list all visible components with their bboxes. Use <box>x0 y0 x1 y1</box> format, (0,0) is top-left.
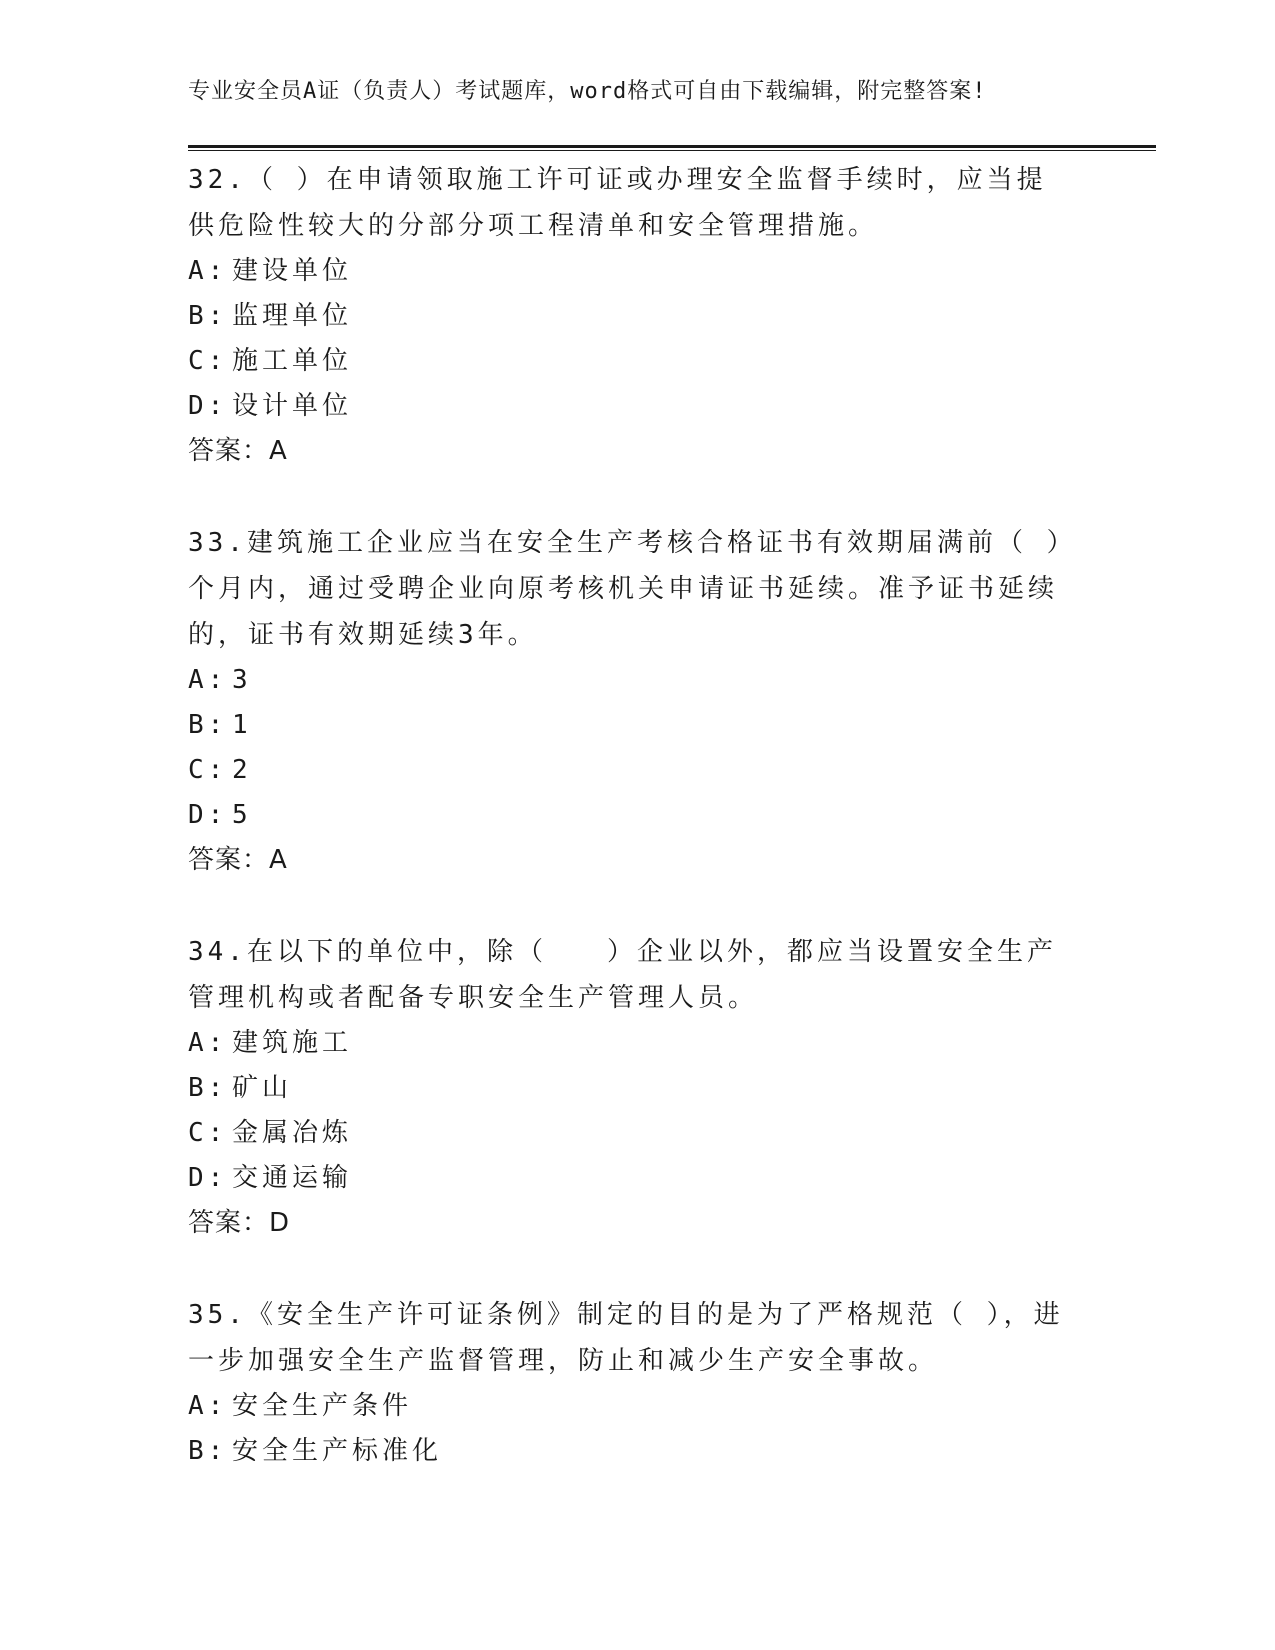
page-header: 专业安全员A证（负责人）考试题库，word格式可自由下载编辑，附完整答案! <box>188 79 987 104</box>
option-letter: D: <box>188 1163 228 1193</box>
option-text: 3 <box>232 665 252 695</box>
option-letter: A: <box>188 1028 228 1058</box>
option-b <box>188 703 1068 748</box>
header-rule-thin <box>188 150 1156 151</box>
option-c <box>188 748 1068 793</box>
answer-line: 答案：D <box>188 1208 291 1238</box>
option-b <box>188 1066 1068 1111</box>
option-letter: D: <box>188 391 228 421</box>
question-text: 33.建筑施工企业应当在安全生产考核合格证书有效期届满前（ ）个月内，通过受聘企业向原考核机关申请证书延续。准予证书延续的，证书有效期延续3年。 <box>188 528 1064 650</box>
option-letter: B: <box>188 301 228 331</box>
question-text: 34.在以下的单位中，除（ ）企业以外，都应当设置安全生产管理机构或者配备专职安全生产管理人员。 <box>188 937 1057 1013</box>
option-text: 监理单位 <box>232 301 353 331</box>
option-a <box>188 658 1068 703</box>
option-letter: B: <box>188 1436 228 1466</box>
option-letter: C: <box>188 755 228 785</box>
header-rule-thick <box>188 145 1156 148</box>
option-c <box>188 1111 1068 1156</box>
question-35 <box>188 1292 1068 1474</box>
option-text: 施工单位 <box>232 346 353 376</box>
question-34 <box>188 929 1068 1246</box>
question-text: 35.《安全生产许可证条例》制定的目的是为了严格规范（ ），进一步加强安全生产监督管理，防止和减少生产安全事故。 <box>188 1300 1064 1376</box>
option-d <box>188 793 1068 838</box>
option-letter: B: <box>188 710 228 740</box>
option-letter: D: <box>188 800 228 830</box>
option-text: 建筑施工 <box>232 1028 353 1058</box>
option-b <box>188 294 1068 339</box>
option-c <box>188 339 1068 384</box>
option-a <box>188 1384 1068 1429</box>
option-letter: A: <box>188 665 228 695</box>
option-a <box>188 1021 1068 1066</box>
option-letter: B: <box>188 1073 228 1103</box>
answer-line: 答案：A <box>188 845 288 875</box>
option-text: 安全生产标准化 <box>232 1436 443 1466</box>
question-list <box>188 157 1068 1474</box>
option-text: 矿山 <box>232 1073 293 1103</box>
option-d <box>188 384 1068 429</box>
option-letter: C: <box>188 1118 228 1148</box>
option-letter: A: <box>188 1391 228 1421</box>
question-text: 32.（ ）在申请领取施工许可证或办理安全监督手续时，应当提供危险性较大的分部分项工程清单和安全管理措施。 <box>188 165 1047 241</box>
answer-line: 答案：A <box>188 436 288 466</box>
option-a <box>188 249 1068 294</box>
option-letter: A: <box>188 256 228 286</box>
option-text: 5 <box>232 800 252 830</box>
option-text: 1 <box>232 710 252 740</box>
option-text: 安全生产条件 <box>232 1391 413 1421</box>
option-text: 交通运输 <box>232 1163 353 1193</box>
option-letter: C: <box>188 346 228 376</box>
option-text: 2 <box>232 755 252 785</box>
option-text: 建设单位 <box>232 256 353 286</box>
option-text: 设计单位 <box>232 391 353 421</box>
option-d <box>188 1156 1068 1201</box>
option-text: 金属冶炼 <box>232 1118 353 1148</box>
question-33 <box>188 520 1068 883</box>
question-32 <box>188 157 1068 474</box>
option-b <box>188 1429 1068 1474</box>
